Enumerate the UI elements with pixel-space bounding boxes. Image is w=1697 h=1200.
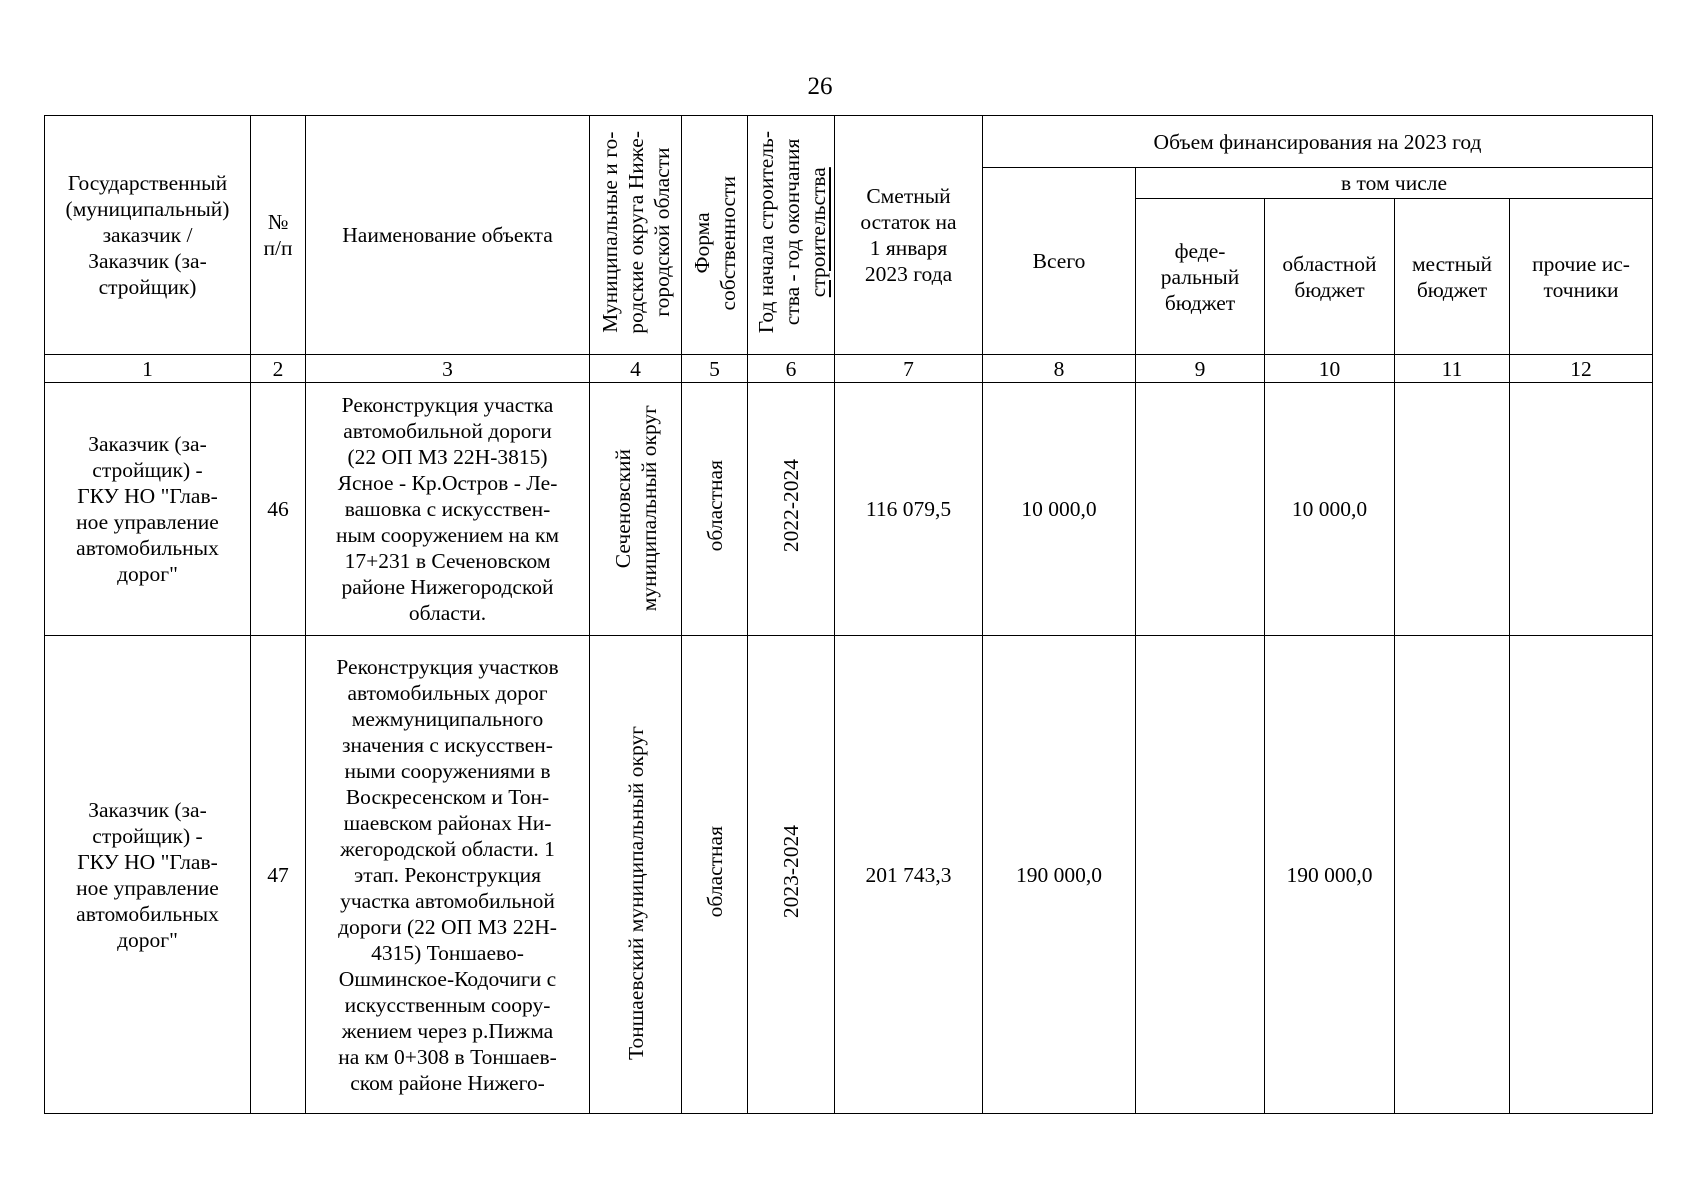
row-customer-text	[50, 431, 245, 587]
text-line: шаевском районах Ни-	[343, 810, 552, 835]
row-object-name	[306, 636, 590, 1114]
row-object-name	[306, 383, 590, 636]
text-line: (22 ОП МЗ 22Н-3815)	[347, 445, 548, 469]
text-line: 17+231 в Сеченовском	[344, 549, 551, 573]
header-customer-text	[50, 170, 245, 300]
header-estimate	[835, 116, 983, 355]
row-federal	[1136, 636, 1265, 1114]
column-number: 3	[306, 355, 590, 383]
header-years	[748, 116, 835, 355]
row-estimate: 201 743,3	[835, 636, 983, 1114]
text-line: стройщик) -	[92, 823, 203, 848]
column-number: 2	[251, 355, 306, 383]
column-number: 12	[1510, 355, 1653, 383]
text-line: стройщик)	[98, 275, 197, 299]
text-line: районе Нижегородской	[341, 575, 554, 599]
text-line: 4315) Тоншаево-	[371, 940, 524, 965]
text-line: собственности	[715, 175, 740, 311]
header-years-text	[753, 131, 831, 333]
column-number: 10	[1265, 355, 1395, 383]
header-federal	[1136, 199, 1265, 355]
text-line: искусственным соору-	[344, 992, 551, 1017]
text-line: автомобильной дороги	[343, 419, 552, 443]
row-total: 190 000,0	[983, 636, 1136, 1114]
text-line: жегородской области. 1	[340, 836, 555, 861]
header-regional-text	[1270, 251, 1389, 303]
text-line: ства - год окончания	[780, 138, 804, 326]
text-line: остаток на	[860, 210, 957, 234]
row-district-text	[623, 726, 649, 1060]
header-districts	[590, 116, 682, 355]
header-federal-text	[1141, 238, 1259, 316]
text-line: Воскресенском и Тон-	[345, 784, 550, 809]
row-years	[748, 383, 835, 636]
row-object-name-text	[311, 654, 584, 1096]
row-customer-text	[50, 797, 245, 953]
row-district	[590, 636, 682, 1114]
text-line: межмуниципального	[351, 706, 544, 731]
text-line: строительства	[806, 166, 830, 298]
text-line: феде-	[1174, 238, 1226, 263]
column-number: 7	[835, 355, 983, 383]
row-ownership-text: областная	[702, 825, 727, 918]
text-line: ральный	[1160, 264, 1240, 289]
text-line: ГКУ НО "Глав-	[77, 849, 218, 874]
row-years	[748, 636, 835, 1114]
header-total: Всего	[983, 168, 1136, 355]
text-line: (муниципальный)	[65, 197, 230, 221]
text-line: автомобильных	[76, 901, 219, 926]
header-customer	[45, 116, 251, 355]
text-line: области.	[408, 601, 487, 625]
text-line: п/п	[263, 236, 293, 260]
text-line: муниципальный округ	[636, 404, 661, 612]
table-row	[45, 383, 1653, 636]
column-numbers-row	[45, 355, 1653, 383]
text-line: Форма	[689, 212, 714, 274]
text-line: ГКУ НО "Глав-	[77, 484, 218, 508]
text-line: Заказчик (за-	[88, 797, 207, 822]
text-line: участка автомобильной	[340, 888, 555, 913]
text-line: ными сооружениями в	[344, 758, 551, 783]
column-number: 5	[682, 355, 748, 383]
row-ownership-text: областная	[702, 460, 727, 552]
text-line: Государственный	[67, 171, 228, 195]
row-other	[1510, 636, 1653, 1114]
text-line: Заказчик (за-	[88, 249, 207, 273]
text-line: автомобильных дорог	[347, 680, 548, 705]
page-number: 26	[807, 73, 833, 100]
row-local	[1395, 383, 1510, 636]
row-ownership	[682, 383, 748, 636]
text-line: этап. Реконструкция	[354, 862, 541, 887]
column-number: 9	[1136, 355, 1265, 383]
text-line: на км 0+308 в Тоншаев-	[338, 1044, 557, 1069]
column-number: 11	[1395, 355, 1510, 383]
text-line: автомобильных	[76, 536, 219, 560]
text-line: Ошминское-Кодочиги с	[338, 966, 557, 991]
text-line: 1 января	[869, 236, 948, 260]
text-line: бюджет	[1294, 277, 1365, 302]
text-line: прочие ис-	[1532, 251, 1630, 276]
text-line: Год начала строитель-	[754, 130, 778, 334]
text-line: Муниципальные и го-	[597, 131, 622, 333]
text-line: бюджет	[1416, 277, 1488, 302]
header-local-text	[1400, 251, 1504, 303]
row-estimate: 116 079,5	[835, 383, 983, 636]
text-line: ском районе Нижего-	[350, 1070, 545, 1095]
text-line: Реконструкция участка	[341, 393, 554, 417]
text-line: Тоншаевский муниципальный округ	[623, 726, 648, 1061]
row-federal	[1136, 383, 1265, 636]
header-local	[1395, 199, 1510, 355]
text-line: Реконструкция участков	[336, 654, 559, 679]
text-line: Сметный	[866, 184, 951, 208]
header-ownership	[682, 116, 748, 355]
row-customer	[45, 636, 251, 1114]
header-estimate-text	[840, 183, 977, 287]
text-line: заказчик /	[102, 223, 193, 247]
text-line: №	[267, 210, 289, 234]
text-line: вашовка с искусствен-	[344, 497, 551, 521]
text-line: бюджет	[1164, 290, 1236, 315]
row-regional: 190 000,0	[1265, 636, 1395, 1114]
text-line: стройщик) -	[92, 458, 203, 482]
text-line: дорог"	[117, 562, 178, 586]
header-ownership-text	[689, 176, 741, 310]
header-including: в том числе	[1136, 168, 1653, 199]
row-ownership	[682, 636, 748, 1114]
text-line: родские округа Ниже-	[623, 130, 648, 334]
text-line: жением через р.Пижма	[341, 1018, 554, 1043]
row-years-text: 2022-2024	[779, 459, 803, 553]
row-local	[1395, 636, 1510, 1114]
header-regional	[1265, 199, 1395, 355]
text-line: точники	[1543, 277, 1619, 302]
text-line: областной	[1282, 251, 1377, 276]
column-number: 4	[590, 355, 682, 383]
row-number: 47	[251, 636, 306, 1114]
header-financing: Объем финансирования на 2023 год	[983, 116, 1653, 168]
row-customer	[45, 383, 251, 636]
text-line: дорог"	[117, 927, 178, 952]
row-district	[590, 383, 682, 636]
text-line: 2023 года	[864, 262, 953, 286]
text-line: значения с искусствен-	[342, 732, 553, 757]
text-line: ное управление	[76, 875, 219, 900]
column-number: 6	[748, 355, 835, 383]
header-districts-text	[597, 131, 675, 334]
row-district-text	[610, 405, 662, 611]
row-regional: 10 000,0	[1265, 383, 1395, 636]
column-number: 1	[45, 355, 251, 383]
header-number-text	[256, 209, 300, 261]
financing-table	[44, 115, 1653, 1114]
column-number: 8	[983, 355, 1136, 383]
row-number: 46	[251, 383, 306, 636]
text-line: городской области	[649, 147, 674, 317]
text-line: Сеченовский	[610, 448, 635, 568]
row-total: 10 000,0	[983, 383, 1136, 636]
header-number	[251, 116, 306, 355]
row-years-text: 2023-2024	[779, 824, 803, 919]
text-line: дороги (22 ОП МЗ 22Н-	[338, 914, 557, 939]
text-line: ным сооружением на км	[335, 523, 560, 547]
row-object-name-text	[311, 392, 584, 626]
header-other	[1510, 199, 1653, 355]
table-row	[45, 636, 1653, 1114]
text-line: ное управление	[76, 510, 219, 534]
text-line: Ясное - Кр.Остров - Ле-	[337, 471, 558, 495]
header-object-name: Наименование объекта	[306, 116, 590, 355]
text-line: местный	[1411, 251, 1493, 276]
row-other	[1510, 383, 1653, 636]
header-other-text	[1515, 251, 1647, 303]
text-line: Заказчик (за-	[88, 432, 207, 456]
